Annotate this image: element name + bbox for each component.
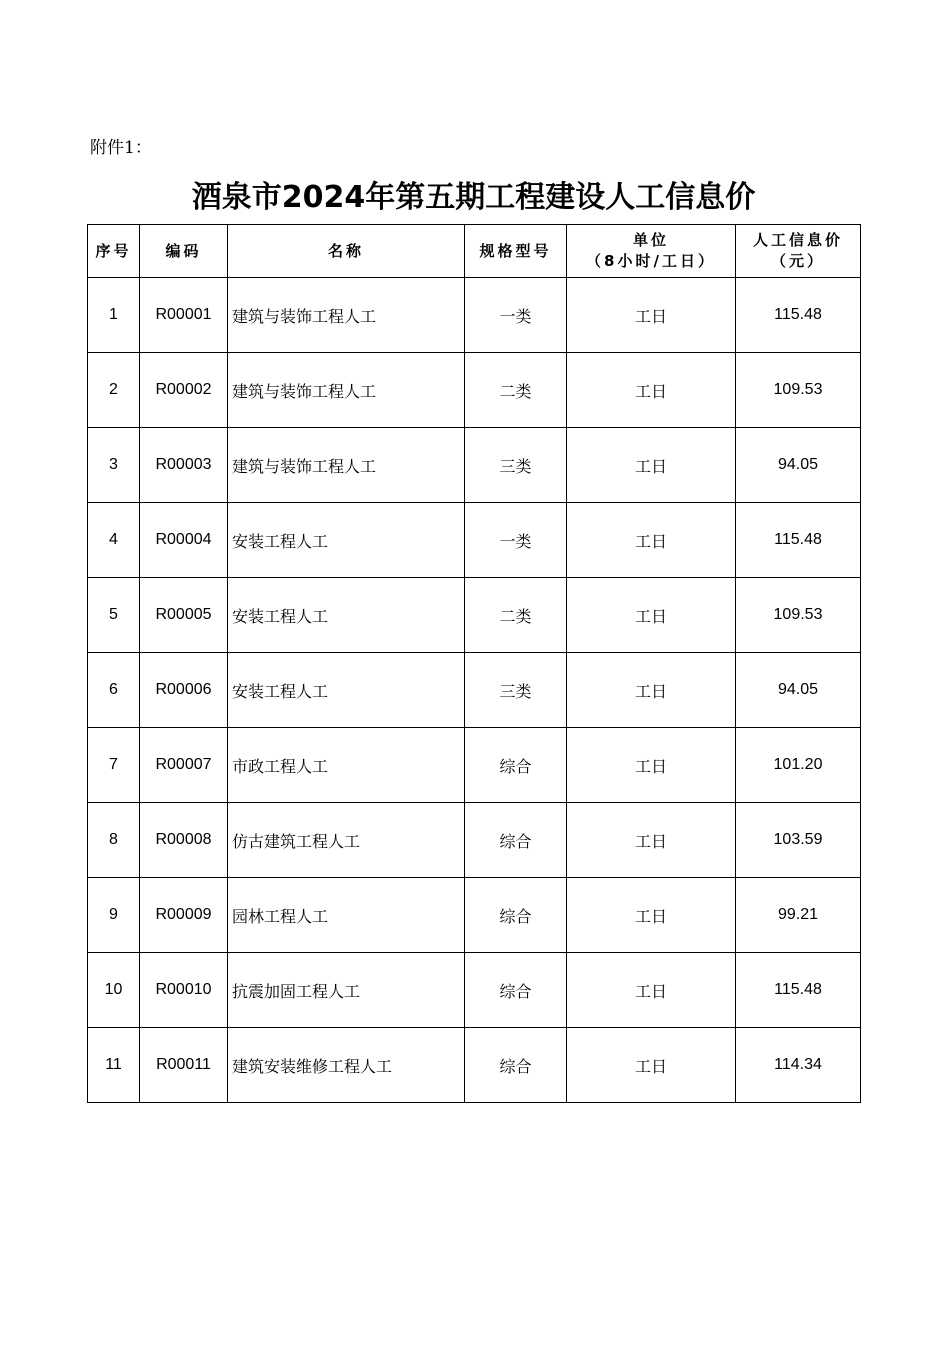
cell-unit: 工日 <box>567 353 736 428</box>
cell-code: R00008 <box>140 803 228 878</box>
cell-name: 抗震加固工程人工 <box>228 953 465 1028</box>
cell-code: R00006 <box>140 653 228 728</box>
header-name: 名称 <box>228 225 465 278</box>
labor-price-table <box>87 224 861 1103</box>
cell-seq: 11 <box>88 1028 140 1103</box>
cell-name: 园林工程人工 <box>228 878 465 953</box>
cell-price: 94.05 <box>736 428 861 503</box>
cell-spec: 综合 <box>465 953 567 1028</box>
cell-spec: 一类 <box>465 503 567 578</box>
table-row <box>88 953 861 1028</box>
cell-name: 建筑与装饰工程人工 <box>228 428 465 503</box>
cell-unit: 工日 <box>567 1028 736 1103</box>
table-row <box>88 803 861 878</box>
header-unit <box>567 225 736 278</box>
cell-seq: 1 <box>88 278 140 353</box>
cell-unit: 工日 <box>567 653 736 728</box>
table-body <box>88 278 861 1103</box>
table-row <box>88 728 861 803</box>
cell-name: 建筑与装饰工程人工 <box>228 278 465 353</box>
cell-unit: 工日 <box>567 428 736 503</box>
cell-spec: 一类 <box>465 278 567 353</box>
table-header <box>88 225 861 278</box>
cell-unit: 工日 <box>567 578 736 653</box>
cell-seq: 6 <box>88 653 140 728</box>
header-price <box>736 225 861 278</box>
table-row <box>88 278 861 353</box>
header-row <box>88 225 861 278</box>
table-row <box>88 878 861 953</box>
cell-price: 94.05 <box>736 653 861 728</box>
cell-name: 建筑安装维修工程人工 <box>228 1028 465 1103</box>
table-row <box>88 428 861 503</box>
cell-code: R00001 <box>140 278 228 353</box>
cell-name: 市政工程人工 <box>228 728 465 803</box>
cell-spec: 三类 <box>465 653 567 728</box>
cell-price: 103.59 <box>736 803 861 878</box>
cell-spec: 综合 <box>465 728 567 803</box>
cell-name: 安装工程人工 <box>228 653 465 728</box>
table-row <box>88 578 861 653</box>
cell-code: R00005 <box>140 578 228 653</box>
header-code: 编码 <box>140 225 228 278</box>
cell-name: 建筑与装饰工程人工 <box>228 353 465 428</box>
cell-price: 99.21 <box>736 878 861 953</box>
cell-seq: 10 <box>88 953 140 1028</box>
cell-spec: 综合 <box>465 1028 567 1103</box>
attachment-label: 附件1： <box>90 138 152 158</box>
cell-unit: 工日 <box>567 503 736 578</box>
cell-seq: 7 <box>88 728 140 803</box>
cell-price: 115.48 <box>736 953 861 1028</box>
cell-spec: 二类 <box>465 578 567 653</box>
table-row <box>88 1028 861 1103</box>
cell-code: R00007 <box>140 728 228 803</box>
cell-seq: 3 <box>88 428 140 503</box>
cell-spec: 综合 <box>465 878 567 953</box>
cell-code: R00003 <box>140 428 228 503</box>
cell-seq: 8 <box>88 803 140 878</box>
cell-spec: 综合 <box>465 803 567 878</box>
cell-unit: 工日 <box>567 878 736 953</box>
cell-price: 114.34 <box>736 1028 861 1103</box>
header-price-line1: 人工信息价 <box>752 231 843 249</box>
cell-unit: 工日 <box>567 803 736 878</box>
cell-price: 115.48 <box>736 503 861 578</box>
table-row <box>88 353 861 428</box>
cell-seq: 9 <box>88 878 140 953</box>
header-price-line2: （元） <box>770 252 825 270</box>
cell-price: 101.20 <box>736 728 861 803</box>
cell-name: 仿古建筑工程人工 <box>228 803 465 878</box>
cell-name: 安装工程人工 <box>228 503 465 578</box>
cell-code: R00009 <box>140 878 228 953</box>
cell-seq: 2 <box>88 353 140 428</box>
cell-spec: 二类 <box>465 353 567 428</box>
cell-code: R00004 <box>140 503 228 578</box>
page-title: 酒泉市2024年第五期工程建设人工信息价 <box>191 180 756 215</box>
table-row <box>88 653 861 728</box>
header-unit-line2: （8小时/工日） <box>586 252 716 270</box>
cell-seq: 4 <box>88 503 140 578</box>
header-unit-line1: 单位 <box>632 231 669 249</box>
cell-price: 109.53 <box>736 353 861 428</box>
cell-seq: 5 <box>88 578 140 653</box>
cell-unit: 工日 <box>567 728 736 803</box>
cell-code: R00010 <box>140 953 228 1028</box>
cell-spec: 三类 <box>465 428 567 503</box>
cell-name: 安装工程人工 <box>228 578 465 653</box>
cell-unit: 工日 <box>567 953 736 1028</box>
cell-price: 109.53 <box>736 578 861 653</box>
header-spec: 规格型号 <box>465 225 567 278</box>
cell-code: R00011 <box>140 1028 228 1103</box>
header-seq: 序号 <box>88 225 140 278</box>
cell-price: 115.48 <box>736 278 861 353</box>
table-row <box>88 503 861 578</box>
cell-unit: 工日 <box>567 278 736 353</box>
cell-code: R00002 <box>140 353 228 428</box>
